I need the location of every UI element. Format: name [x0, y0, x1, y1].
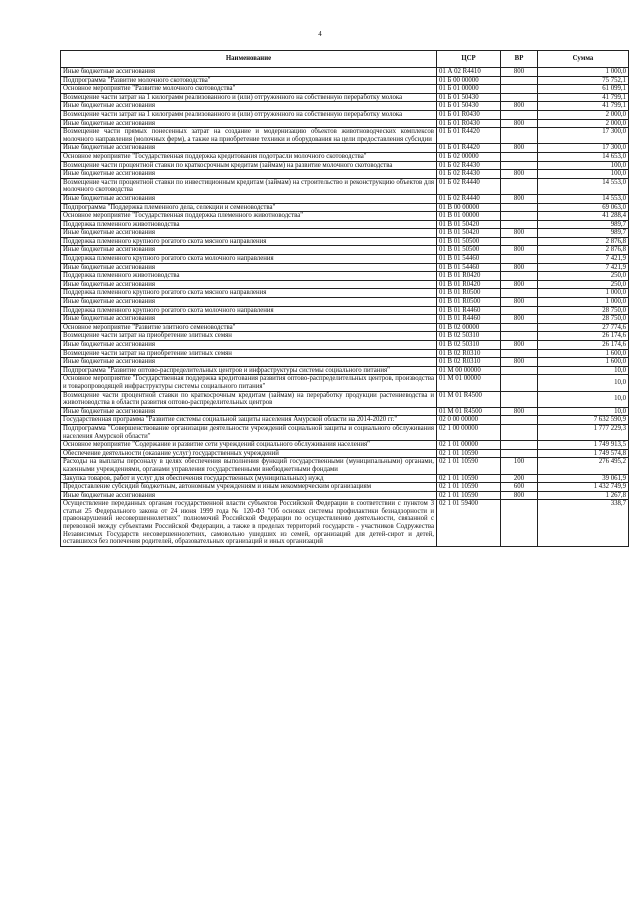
row-csr-cell: 01 Б 01 50430	[437, 93, 501, 102]
row-csr-cell: 01 В 01 50500	[437, 246, 501, 255]
row-name-cell: Иные бюджетные ассигнования	[61, 315, 437, 324]
row-sum-cell: 1 600,0	[538, 358, 629, 367]
row-name-cell: Государственная программа "Развитие системы социальной защиты населения Амурской области на 2014-2020 гг."	[61, 416, 437, 425]
row-name-cell: Иные бюджетные ассигнования	[61, 280, 437, 289]
row-csr-cell: 01 В 02 00000	[437, 323, 501, 332]
table-row	[61, 280, 629, 289]
row-name-cell: Иные бюджетные ассигнования	[61, 491, 437, 500]
row-sum-cell: 10,0	[538, 391, 629, 407]
row-vr-cell	[501, 366, 538, 375]
row-name-cell: Возмещение части процентной ставки по инвестиционным кредитам (займам) на строительство и реконструкцию объектов для молочного скотоводства	[61, 178, 437, 194]
row-csr-cell: 01 А 02 R4410	[437, 68, 501, 77]
row-vr-cell	[501, 449, 538, 458]
row-vr-cell	[501, 375, 538, 391]
row-sum-cell: 338,7	[538, 500, 629, 547]
row-sum-cell: 7 421,9	[538, 255, 629, 264]
row-sum-cell: 10,0	[538, 366, 629, 375]
row-sum-cell: 41 799,1	[538, 93, 629, 102]
row-csr-cell: 02 1 01 10590	[437, 474, 501, 483]
table-row	[61, 341, 629, 350]
row-name-cell: Иные бюджетные ассигнования	[61, 68, 437, 77]
table-row	[61, 203, 629, 212]
row-name-cell: Подпрограмма "Поддержка племенного дела, селекции и семеноводства"	[61, 203, 437, 212]
row-name-cell: Иные бюджетные ассигнования	[61, 119, 437, 128]
row-sum-cell: 1 600,0	[538, 349, 629, 358]
table-row	[61, 474, 629, 483]
row-vr-cell	[501, 178, 538, 194]
row-vr-cell	[501, 349, 538, 358]
row-csr-cell: 01 В 01 R0420	[437, 272, 501, 281]
row-sum-cell: 1 777 229,3	[538, 424, 629, 440]
table-row	[61, 212, 629, 221]
row-sum-cell: 41 288,4	[538, 212, 629, 221]
row-csr-cell: 01 Б 02 R4440	[437, 178, 501, 194]
row-sum-cell: 10,0	[538, 375, 629, 391]
row-vr-cell: 800	[501, 194, 538, 203]
row-sum-cell: 69 063,0	[538, 203, 629, 212]
row-vr-cell	[501, 424, 538, 440]
row-sum-cell: 41 799,1	[538, 102, 629, 111]
row-csr-cell: 01 В 02 50310	[437, 341, 501, 350]
row-csr-cell: 02 1 01 59400	[437, 500, 501, 547]
row-name-cell: Иные бюджетные ассигнования	[61, 229, 437, 238]
row-vr-cell: 100	[501, 458, 538, 474]
table-row	[61, 298, 629, 307]
row-sum-cell: 26 174,6	[538, 341, 629, 350]
row-vr-cell: 800	[501, 491, 538, 500]
row-name-cell: Иные бюджетные ассигнования	[61, 144, 437, 153]
row-csr-cell: 02 1 01 00000	[437, 441, 501, 450]
row-name-cell: Основное мероприятие "Развитие элитного семеноводства"	[61, 323, 437, 332]
row-name-cell: Иные бюджетные ассигнования	[61, 358, 437, 367]
table-row	[61, 491, 629, 500]
row-name-cell: Иные бюджетные ассигнования	[61, 263, 437, 272]
row-name-cell: Подпрограмма "Развитие оптово-распределительных центров и инфраструктуры системы социального питания"	[61, 366, 437, 375]
row-vr-cell	[501, 110, 538, 119]
table-row	[61, 424, 629, 440]
table-row	[61, 128, 629, 144]
row-csr-cell: 01 В 02 R0310	[437, 358, 501, 367]
table-row	[61, 315, 629, 324]
row-sum-cell: 2 876,8	[538, 237, 629, 246]
row-csr-cell: 01 М 01 00000	[437, 375, 501, 391]
row-vr-cell: 800	[501, 102, 538, 111]
table-row	[61, 332, 629, 341]
row-vr-cell	[501, 220, 538, 229]
table-row	[61, 289, 629, 298]
row-name-cell: Обеспечение деятельности (оказание услуг) государственных учреждений	[61, 449, 437, 458]
row-name-cell: Возмещение части затрат на приобретение элитных семян	[61, 332, 437, 341]
row-sum-cell: 14 553,0	[538, 194, 629, 203]
table-row	[61, 458, 629, 474]
row-vr-cell	[501, 416, 538, 425]
row-name-cell: Основное мероприятие "Государственная поддержка кредитования развития оптово-распределительных центров, производства и товаропроводящей инфраструктуры системы социального питания"	[61, 375, 437, 391]
row-name-cell: Возмещение части затрат на 1 килограмм реализованного и (или) отгруженного на собственную переработку молока	[61, 93, 437, 102]
row-csr-cell: 01 М 01 R4500	[437, 407, 501, 416]
table-row	[61, 263, 629, 272]
row-name-cell: Поддержка племенного крупного рогатого скота молочного направления	[61, 255, 437, 264]
row-csr-cell: 01 В 01 54460	[437, 263, 501, 272]
row-vr-cell: 800	[501, 358, 538, 367]
row-csr-cell: 01 Б 01 50430	[437, 102, 501, 111]
row-name-cell: Иные бюджетные ассигнования	[61, 407, 437, 416]
row-vr-cell	[501, 212, 538, 221]
row-sum-cell: 1 267,8	[538, 491, 629, 500]
row-sum-cell: 250,0	[538, 272, 629, 281]
table-body	[61, 68, 629, 547]
row-name-cell: Иные бюджетные ассигнования	[61, 298, 437, 307]
table-row	[61, 500, 629, 547]
row-vr-cell	[501, 85, 538, 94]
row-sum-cell: 276 495,2	[538, 458, 629, 474]
row-sum-cell: 14 553,0	[538, 178, 629, 194]
table-row	[61, 170, 629, 179]
row-csr-cell: 01 Б 02 R4440	[437, 194, 501, 203]
row-csr-cell: 01 М 01 R4500	[437, 391, 501, 407]
table-header	[61, 51, 629, 68]
row-sum-cell: 100,0	[538, 170, 629, 179]
row-name-cell: Иные бюджетные ассигнования	[61, 341, 437, 350]
row-csr-cell: 01 Б 01 R0430	[437, 110, 501, 119]
table-row	[61, 178, 629, 194]
row-sum-cell: 7 421,9	[538, 263, 629, 272]
row-vr-cell: 800	[501, 341, 538, 350]
row-sum-cell: 28 750,0	[538, 306, 629, 315]
header-sum: Сумма	[538, 51, 629, 68]
table-row	[61, 441, 629, 450]
row-sum-cell: 100,0	[538, 161, 629, 170]
row-name-cell: Поддержка племенного животноводства	[61, 272, 437, 281]
row-name-cell: Закупка товаров, работ и услуг для обеспечения государственных (муниципальных) нужд	[61, 474, 437, 483]
row-csr-cell: 01 В 01 00000	[437, 212, 501, 221]
row-sum-cell: 2 000,0	[538, 119, 629, 128]
row-name-cell: Возмещение части затрат на 1 килограмм реализованного и (или) отгруженного на собственную переработку молока	[61, 110, 437, 119]
row-sum-cell: 1 000,0	[538, 68, 629, 77]
row-csr-cell: 01 Б 02 00000	[437, 152, 501, 161]
row-vr-cell: 200	[501, 474, 538, 483]
row-vr-cell: 800	[501, 407, 538, 416]
row-sum-cell: 1 749 574,8	[538, 449, 629, 458]
row-name-cell: Иные бюджетные ассигнования	[61, 246, 437, 255]
row-sum-cell: 17 300,0	[538, 144, 629, 153]
row-csr-cell: 01 В 01 50420	[437, 229, 501, 238]
table-row	[61, 76, 629, 85]
row-csr-cell: 01 В 01 R0500	[437, 289, 501, 298]
row-csr-cell: 01 В 01 R4460	[437, 306, 501, 315]
row-sum-cell: 1 749 913,5	[538, 441, 629, 450]
row-vr-cell	[501, 128, 538, 144]
row-vr-cell	[501, 306, 538, 315]
row-sum-cell: 989,7	[538, 229, 629, 238]
row-vr-cell: 800	[501, 298, 538, 307]
row-vr-cell	[501, 93, 538, 102]
table-row	[61, 391, 629, 407]
header-name: Наименование	[61, 51, 437, 68]
row-csr-cell: 02 1 01 10590	[437, 458, 501, 474]
row-name-cell: Осуществление переданных органам государственной власти субъектов Российской Федерации в соответствии с пунктом 3 статьи 25 Федерального закона от 24 июня 1999 года № 120-ФЗ "Об основах системы профилактики безнадзорности и правонарушений несовершеннолетних" полномочий Российской Федерации по осуществлению деятельности, связанной с перевозкой между субъектами Российской Федерации, а также в пределах территорий государств - участников Содружества Независимых Государств несовершеннолетних, самовольно ушедших из семей, организаций для детей-сирот и детей, оставшихся без попечения родителей, образовательных организаций и иных организаций	[61, 500, 437, 547]
page-number: 4	[318, 30, 322, 38]
row-sum-cell: 1 000,0	[538, 298, 629, 307]
row-vr-cell	[501, 203, 538, 212]
table-row	[61, 407, 629, 416]
row-name-cell: Подпрограмма "Совершенствование организации деятельности учреждений социальной защиты и социального обслуживания населения Амурской области"	[61, 424, 437, 440]
row-vr-cell: 800	[501, 315, 538, 324]
table-row	[61, 102, 629, 111]
row-csr-cell: 02 1 01 10590	[437, 483, 501, 492]
row-name-cell: Основное мероприятие "Государственная поддержка племенного животноводства"	[61, 212, 437, 221]
row-name-cell: Возмещение части затрат на приобретение элитных семян	[61, 349, 437, 358]
row-csr-cell: 02 1 00 00000	[437, 424, 501, 440]
row-csr-cell: 01 Б 01 00000	[437, 85, 501, 94]
row-name-cell: Возмещение части процентной ставки по краткосрочным кредитам (займам) на переработку продукции растениеводства и животноводства в области развития оптово-распределительных центров	[61, 391, 437, 407]
row-sum-cell: 61 099,1	[538, 85, 629, 94]
table-row	[61, 255, 629, 264]
row-sum-cell: 75 752,1	[538, 76, 629, 85]
row-vr-cell: 800	[501, 68, 538, 77]
row-vr-cell: 800	[501, 263, 538, 272]
table-row	[61, 366, 629, 375]
row-vr-cell	[501, 323, 538, 332]
row-csr-cell: 01 Б 02 R4430	[437, 161, 501, 170]
row-vr-cell: 800	[501, 170, 538, 179]
row-name-cell: Возмещение части прямых понесенных затрат на создание и модернизацию объектов животноводческих комплексов молочного направления (молочных ферм), а также на приобретение техники и оборудования на цели предоставления субсидии	[61, 128, 437, 144]
row-vr-cell	[501, 255, 538, 264]
row-sum-cell: 26 174,6	[538, 332, 629, 341]
table-row	[61, 272, 629, 281]
row-name-cell: Возмещение части процентной ставки по краткосрочным кредитам (займам) на развитие молочного скотоводства	[61, 161, 437, 170]
row-sum-cell: 989,7	[538, 220, 629, 229]
row-csr-cell: 01 В 00 00000	[437, 203, 501, 212]
row-name-cell: Поддержка племенного крупного рогатого скота мясного направления	[61, 289, 437, 298]
header-csr: ЦСР	[437, 51, 501, 68]
row-csr-cell: 01 В 02 R0310	[437, 349, 501, 358]
row-csr-cell: 01 М 00 00000	[437, 366, 501, 375]
table-row	[61, 416, 629, 425]
row-csr-cell: 01 В 01 R0420	[437, 280, 501, 289]
row-vr-cell	[501, 237, 538, 246]
table-row	[61, 68, 629, 77]
row-sum-cell: 1 432 749,9	[538, 483, 629, 492]
table-row	[61, 152, 629, 161]
row-csr-cell: 01 Б 01 R4420	[437, 128, 501, 144]
row-sum-cell: 17 300,0	[538, 128, 629, 144]
table-row	[61, 119, 629, 128]
table-row	[61, 306, 629, 315]
row-csr-cell: 01 Б 02 R4430	[437, 170, 501, 179]
row-csr-cell: 01 Б 00 00000	[437, 76, 501, 85]
row-sum-cell: 7 632 590,9	[538, 416, 629, 425]
row-name-cell: Иные бюджетные ассигнования	[61, 170, 437, 179]
row-csr-cell: 01 В 01 50500	[437, 237, 501, 246]
row-sum-cell: 27 774,6	[538, 323, 629, 332]
row-vr-cell	[501, 289, 538, 298]
row-vr-cell	[501, 161, 538, 170]
table-row	[61, 449, 629, 458]
budget-table	[60, 50, 629, 547]
row-csr-cell: 01 В 01 R4460	[437, 315, 501, 324]
table-row	[61, 161, 629, 170]
table-row	[61, 194, 629, 203]
table-row	[61, 375, 629, 391]
table-row	[61, 93, 629, 102]
row-name-cell: Основное мероприятие "Содержание и развитие сети учреждений социального обслуживания населения"	[61, 441, 437, 450]
row-vr-cell: 800	[501, 144, 538, 153]
table-row	[61, 323, 629, 332]
row-name-cell: Основное мероприятие "Государственная поддержка кредитования подотрасли молочного скотоводства"	[61, 152, 437, 161]
table-row	[61, 144, 629, 153]
row-csr-cell: 02 1 01 10590	[437, 449, 501, 458]
row-name-cell: Иные бюджетные ассигнования	[61, 194, 437, 203]
row-csr-cell: 01 В 02 50310	[437, 332, 501, 341]
row-csr-cell: 01 В 01 R0500	[437, 298, 501, 307]
row-csr-cell: 01 В 01 50420	[437, 220, 501, 229]
row-vr-cell: 800	[501, 119, 538, 128]
row-sum-cell: 2 876,8	[538, 246, 629, 255]
row-csr-cell: 01 В 01 54460	[437, 255, 501, 264]
row-sum-cell: 1 000,0	[538, 289, 629, 298]
row-name-cell: Поддержка племенного крупного рогатого скота молочного направления	[61, 306, 437, 315]
row-name-cell: Расходы на выплаты персоналу в целях обеспечения выполнения функций государственными (муниципальными) органами, казенными учреждениями, органами управления государственными внебюджетными фондами	[61, 458, 437, 474]
row-name-cell: Поддержка племенного животноводства	[61, 220, 437, 229]
row-name-cell: Поддержка племенного крупного рогатого скота мясного направления	[61, 237, 437, 246]
table-row	[61, 220, 629, 229]
table-row	[61, 349, 629, 358]
table-row	[61, 358, 629, 367]
row-sum-cell: 10,0	[538, 407, 629, 416]
row-vr-cell	[501, 441, 538, 450]
table-row	[61, 246, 629, 255]
row-sum-cell: 39 061,9	[538, 474, 629, 483]
row-vr-cell: 600	[501, 483, 538, 492]
row-sum-cell: 2 000,0	[538, 110, 629, 119]
row-vr-cell	[501, 500, 538, 547]
row-csr-cell: 01 Б 01 R4420	[437, 144, 501, 153]
table-row	[61, 237, 629, 246]
row-vr-cell	[501, 152, 538, 161]
row-name-cell: Предоставление субсидий бюджетным, автономным учреждениям и иным некоммерческим организациям	[61, 483, 437, 492]
table-row	[61, 229, 629, 238]
row-csr-cell: 01 Б 01 R0430	[437, 119, 501, 128]
row-name-cell: Основное мероприятие "Развитие молочного скотоводства"	[61, 85, 437, 94]
header-vr: ВР	[501, 51, 538, 68]
row-sum-cell: 250,0	[538, 280, 629, 289]
row-vr-cell	[501, 391, 538, 407]
row-name-cell: Иные бюджетные ассигнования	[61, 102, 437, 111]
row-vr-cell	[501, 76, 538, 85]
table-row	[61, 483, 629, 492]
row-vr-cell: 800	[501, 280, 538, 289]
table-row	[61, 85, 629, 94]
row-csr-cell: 02 1 01 10590	[437, 491, 501, 500]
table-row	[61, 110, 629, 119]
row-name-cell: Подпрограмма "Развитие молочного скотоводства"	[61, 76, 437, 85]
row-sum-cell: 14 653,0	[538, 152, 629, 161]
row-vr-cell	[501, 332, 538, 341]
row-vr-cell: 800	[501, 229, 538, 238]
row-sum-cell: 28 750,0	[538, 315, 629, 324]
row-vr-cell: 800	[501, 246, 538, 255]
row-csr-cell: 02 0 00 00000	[437, 416, 501, 425]
row-vr-cell	[501, 272, 538, 281]
